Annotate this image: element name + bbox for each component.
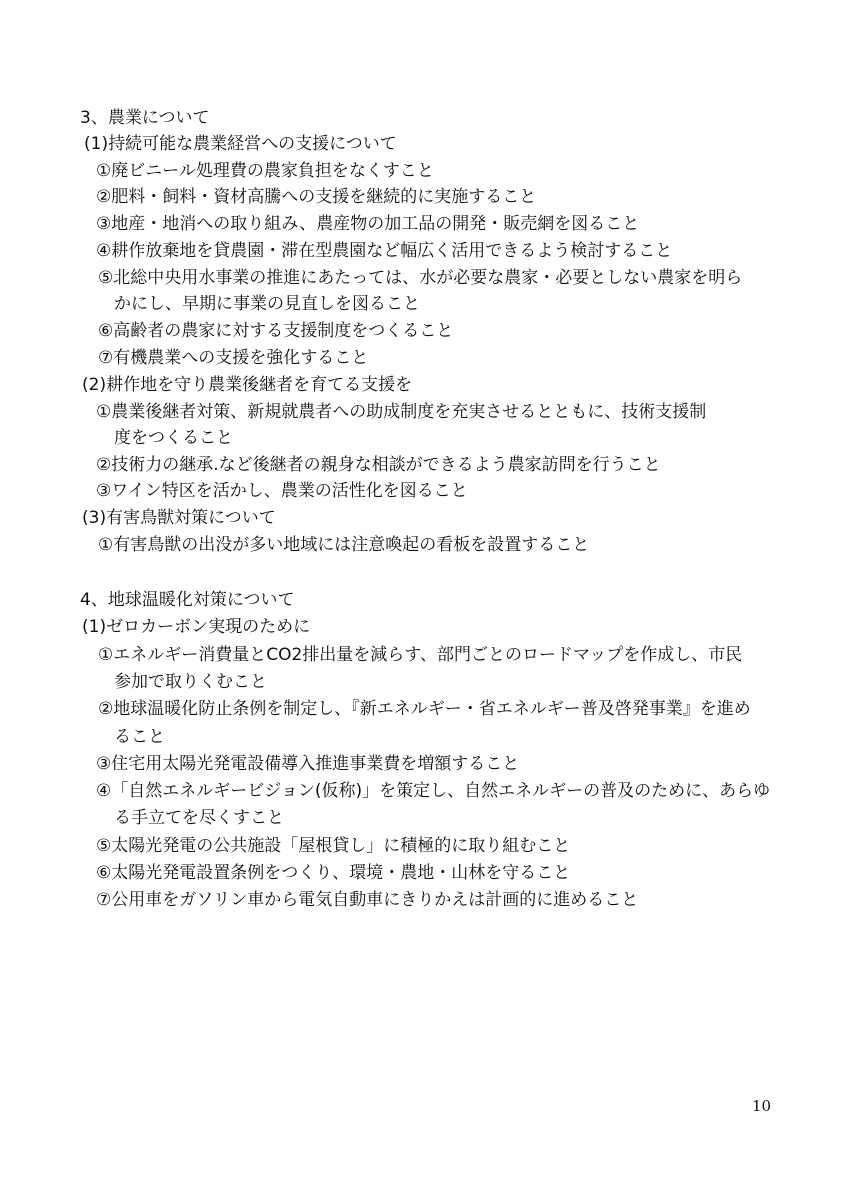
list-item: ⑦有機農業への支援を強化すること [98, 348, 369, 368]
subsection-heading-wildlife: (3)有害鳥獣対策について [82, 508, 276, 528]
page-number: 10 [752, 1097, 772, 1115]
list-item: ⑤太陽光発電の公共施設「屋根貸し」に積極的に取り組むこと [96, 836, 571, 856]
list-item: ⑤北総中央用水事業の推進にあたっては、水が必要な農家・必要としない農家を明ら [98, 268, 743, 288]
subsection-heading-successors: (2)耕作地を守り農業後継者を育てる支援を [82, 375, 413, 395]
list-item: ①有害鳥獣の出没が多い地域には注意喚起の看板を設置すること [98, 535, 590, 555]
list-item: ⑥高齢者の農家に対する支援制度をつくること [98, 321, 454, 341]
list-item: ②技術力の継承.など後継者の親身な相談ができるよう農家訪問を行うこと [96, 455, 661, 475]
list-item: ③住宅用太陽光発電設備導入推進事業費を増額すること [96, 754, 520, 774]
list-item: ③ワイン特区を活かし、農業の活性化を図ること [96, 481, 468, 501]
list-item-continuation: 度をつくること [114, 428, 233, 448]
list-item: ①廃ビニール処理費の農家負担をなくすこと [96, 161, 434, 181]
list-item-continuation: かにし、早期に事業の見直しを図ること [114, 294, 420, 314]
list-item: ⑥太陽光発電設置条例をつくり、環境・農地・山林を守ること [96, 863, 571, 883]
subsection-heading-zero-carbon: (1)ゼロカーボン実現のために [82, 617, 311, 637]
list-item-continuation: 参加で取りくむこと [114, 672, 267, 692]
list-item-continuation: る手立てを尽くすこと [114, 808, 284, 828]
list-item: ①エネルギー消費量とCO2排出量を減らす、部門ごとのロードマップを作成し、市民 [98, 645, 743, 665]
list-item: ②肥料・飼料・資材高騰への支援を継続的に実施すること [96, 187, 537, 207]
section-heading-agriculture: 3、農業について [80, 108, 210, 128]
list-item: ②地球温暖化防止条例を制定し、『新エネルギー・省エネルギー普及啓発事業』を進め [98, 699, 751, 719]
list-item: ③地産・地消への取り組み、農産物の加工品の開発・販売網を図ること [96, 214, 640, 234]
section-heading-global-warming: 4、地球温暖化対策について [80, 590, 295, 610]
list-item-continuation: ること [114, 727, 165, 747]
subsection-heading-sustainable-farming: (1)持続可能な農業経営への支援について [84, 134, 397, 154]
list-item: ④「自然エネルギービジョン(仮称)」を策定し、自然エネルギーの普及のために、あらゆ [96, 781, 771, 801]
list-item: ①農業後継者対策、新規就農者への助成制度を充実させるとともに、技術支援制 [96, 402, 707, 422]
list-item: ⑦公用車をガソリン車から電気自動車にきりかえは計画的に進めること [96, 890, 639, 910]
list-item: ④耕作放棄地を貸農園・滞在型農園など幅広く活用できるよう検討すること [96, 241, 673, 261]
